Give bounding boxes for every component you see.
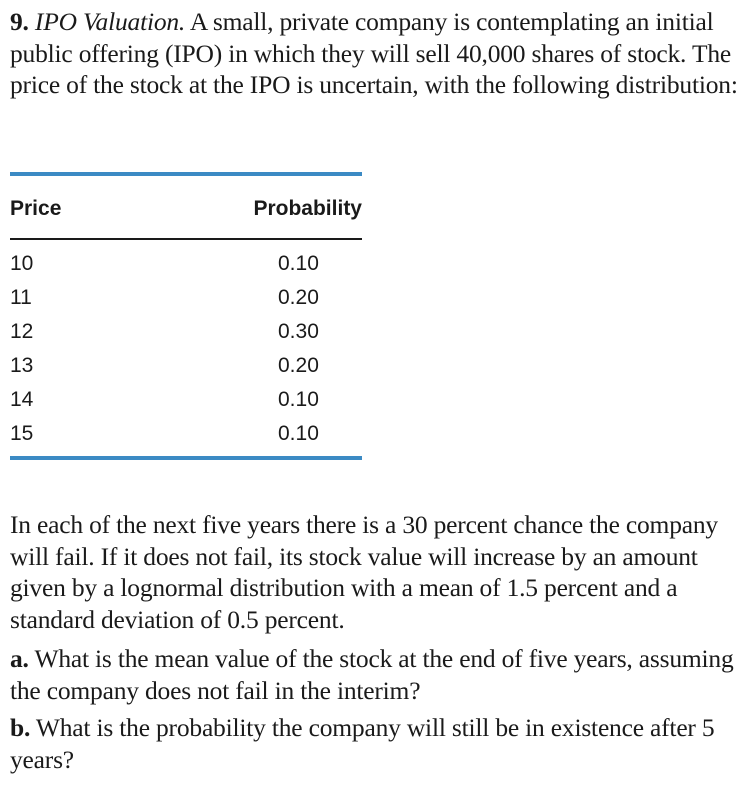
table-header <box>10 176 362 238</box>
cell-probability: 0.10 <box>278 422 319 445</box>
table-row <box>10 388 362 422</box>
problem-intro-text: A small, private company is contemplating an initial public offering (IPO) in which they will sell 40,000 shares of stock. The price of the stock at the IPO is uncertain, with the following distribution: <box>10 7 738 99</box>
header-probability: Probability <box>253 197 362 220</box>
question-b <box>10 712 740 775</box>
cell-probability: 0.20 <box>278 354 319 377</box>
table-bottom-rule <box>10 456 362 460</box>
cell-probability: 0.30 <box>278 320 319 343</box>
question-a <box>10 643 740 706</box>
cell-price: 15 <box>10 422 34 445</box>
cell-price: 13 <box>10 354 34 377</box>
cell-price: 14 <box>10 388 34 411</box>
cell-price: 11 <box>10 286 32 309</box>
cell-probability: 0.20 <box>278 286 319 309</box>
problem-intro <box>10 6 740 101</box>
table-row <box>10 252 362 286</box>
table-row <box>10 422 362 456</box>
table-body <box>10 240 362 456</box>
problem-number: 9. <box>10 7 29 36</box>
price-distribution-table <box>10 172 362 460</box>
body-paragraph: In each of the next five years there is a 30 percent chance the company will fail. If it does not fail, its stock value will increase by an amount given by a lognormal distribution with a mean of 1.5 percent and a standard deviation of 0.5 percent. <box>10 510 718 634</box>
question-a-text: What is the mean value of the stock at the end of five years, assuming the company does not fail in the interim? <box>10 644 734 705</box>
question-b-text: What is the probability the company will still be in existence after 5 years? <box>10 713 715 774</box>
table-row <box>10 320 362 354</box>
cell-price: 10 <box>10 252 34 275</box>
cell-probability: 0.10 <box>278 388 319 411</box>
cell-probability: 0.10 <box>278 252 319 275</box>
table-row <box>10 354 362 388</box>
problem-title: IPO Valuation. <box>34 7 186 36</box>
question-b-label: b. <box>10 713 31 742</box>
table-row <box>10 286 362 320</box>
cell-price: 12 <box>10 320 34 343</box>
header-price: Price <box>10 197 62 220</box>
question-a-label: a. <box>10 644 29 673</box>
